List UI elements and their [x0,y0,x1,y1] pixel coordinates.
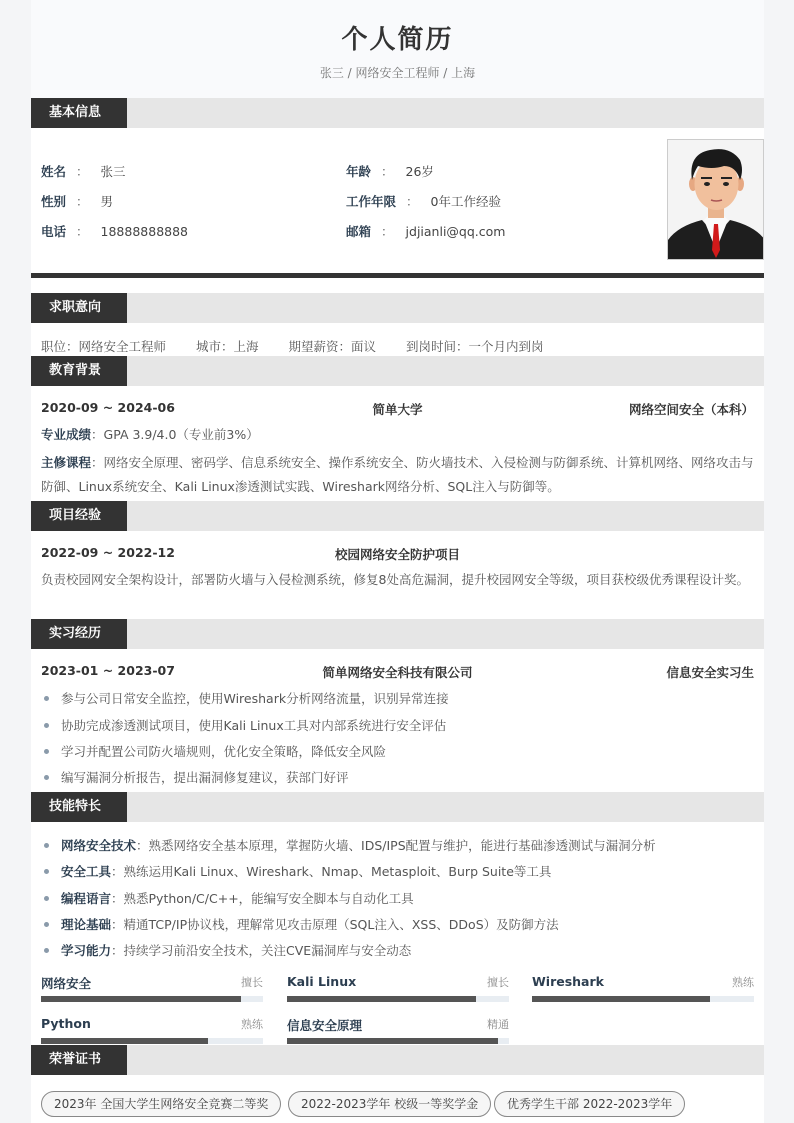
section-basic-info [31,98,764,128]
intention-arrival: 到岗时间：一个月内到岗 [406,339,544,354]
honor-badge: 2022-2023学年 校级一等奖学金 [288,1091,491,1117]
phone-value: 18888888888 [100,224,189,239]
experience-value: 0年工作经验 [430,194,501,209]
section-project [31,501,764,531]
progress-fill [532,996,710,1002]
education-row [41,400,754,418]
internship-period: 2023-01 ~ 2023-07 [41,663,175,678]
progress-track [41,996,263,1002]
bullet-icon [44,696,49,701]
progress-track [532,996,754,1002]
intention-salary: 期望薪资：面议 [288,339,377,354]
bullet-icon [44,843,49,848]
list-item: 编程语言：熟悉Python/C/C++，能编写安全脚本与自动化工具 [41,889,414,907]
bullet-icon [44,922,49,927]
progress-track [287,1038,509,1044]
education-gpa: 专业成绩：GPA 3.9/4.0（专业前3%） [41,427,259,442]
section-skills [31,792,764,822]
bullet-icon [44,869,49,874]
portrait-illustration [668,140,764,260]
intention-city: 城市：上海 [196,339,259,354]
education-courses: 主修课程：网络安全原理、密码学、信息系统安全、操作系统安全、防火墙技术、入侵检测与防御系统、计算机网络、网络攻击与防御、Linux系统安全、Kali Linux渗透测试实践、Wireshark网络分析、SQL注入与防御等。 [41,455,754,494]
internship-role: 信息安全实习生 [666,665,755,680]
progress-fill [41,1038,208,1044]
resume-page [31,0,764,1123]
internship-company: 简单网络安全科技有限公司 [322,665,473,680]
progress-fill [41,996,241,1002]
field-name: 姓名 ： 张三 [41,164,126,179]
section-education [31,356,764,386]
list-item: 理论基础：精通TCP/IP协议栈，理解常见攻击原理（SQL注入、XSS、DDoS）及防御方法 [41,915,559,933]
skill-bar: Kali Linux 擅长 [287,974,509,989]
skill-bar: 网络安全 擅长 [41,974,263,992]
list-item: 编写漏洞分析报告，提出漏洞修复建议，获部门好评 [41,768,349,786]
section-honors [31,1045,764,1075]
resume-header [31,0,764,98]
honor-badge: 2023年 全国大学生网络安全竞赛二等奖 [41,1091,281,1117]
project-row [41,545,754,563]
section-title: 基本信息 [31,98,127,128]
section-title: 荣誉证书 [31,1045,127,1075]
section-title: 实习经历 [31,619,127,649]
age-value: 26岁 [405,164,434,179]
progress-fill [287,996,476,1002]
section-job-intention [31,293,764,323]
education-major: 网络空间安全（本科） [629,402,755,417]
job-intention-row [41,337,544,355]
list-item: 学习并配置公司防火墙规则，优化安全策略，降低安全风险 [41,742,386,760]
project-name: 校园网络安全防护项目 [335,547,461,562]
bullet-icon [44,723,49,728]
education-period: 2020-09 ~ 2024-06 [41,400,175,415]
email-value: jdjianli@qq.com [405,224,506,239]
bullet-icon [44,948,49,953]
internship-row [41,663,754,681]
progress-track [287,996,509,1002]
skill-bar: Wireshark 熟练 [532,974,754,989]
section-title: 技能特长 [31,792,127,822]
bullet-icon [44,749,49,754]
field-experience: 工作年限 ： 0年工作经验 [346,194,501,209]
skill-bar: 信息安全原理 精通 [287,1016,509,1034]
divider [31,273,764,278]
honor-badge: 优秀学生干部 2022-2023学年 [494,1091,685,1117]
bullet-icon [44,775,49,780]
list-item: 安全工具：熟练运用Kali Linux、Wireshark、Nmap、Metasploit、Burp Suite等工具 [41,862,551,880]
section-title: 项目经验 [31,501,127,531]
intention-position: 职位：网络安全工程师 [41,339,167,354]
field-phone: 电话 ： 18888888888 [41,224,189,239]
skill-bar: Python 熟练 [41,1016,263,1031]
avatar [667,139,764,260]
section-title: 求职意向 [31,293,127,323]
list-item: 协助完成渗透测试项目，使用Kali Linux工具对内部系统进行安全评估 [41,716,446,734]
section-title: 教育背景 [31,356,127,386]
section-internship [31,619,764,649]
name-value: 张三 [100,164,126,179]
field-email: 邮箱 ： jdjianli@qq.com [346,224,506,239]
gender-value: 男 [100,194,114,209]
page-subtitle: 张三 / 网络安全工程师 / 上海 [319,66,476,80]
education-school: 简单大学 [372,402,423,417]
list-item: 参与公司日常安全监控，使用Wireshark分析网络流量，识别异常连接 [41,689,449,707]
page-title: 个人简历 [341,25,454,55]
progress-fill [287,1038,498,1044]
field-age: 年龄 ： 26岁 [346,164,434,179]
progress-track [41,1038,263,1044]
list-item: 网络安全技术：熟悉网络安全基本原理，掌握防火墙、IDS/IPS配置与维护，能进行基础渗透测试与漏洞分析 [41,836,656,854]
list-item: 学习能力：持续学习前沿安全技术，关注CVE漏洞库与安全动态 [41,941,411,959]
bullet-icon [44,896,49,901]
project-description: 负责校园网安全架构设计，部署防火墙与入侵检测系统，修复8处高危漏洞，提升校园网安全等级，项目获校级优秀课程设计奖。 [41,572,749,587]
field-gender: 性别 ： 男 [41,194,114,209]
project-period: 2022-09 ~ 2022-12 [41,545,175,560]
